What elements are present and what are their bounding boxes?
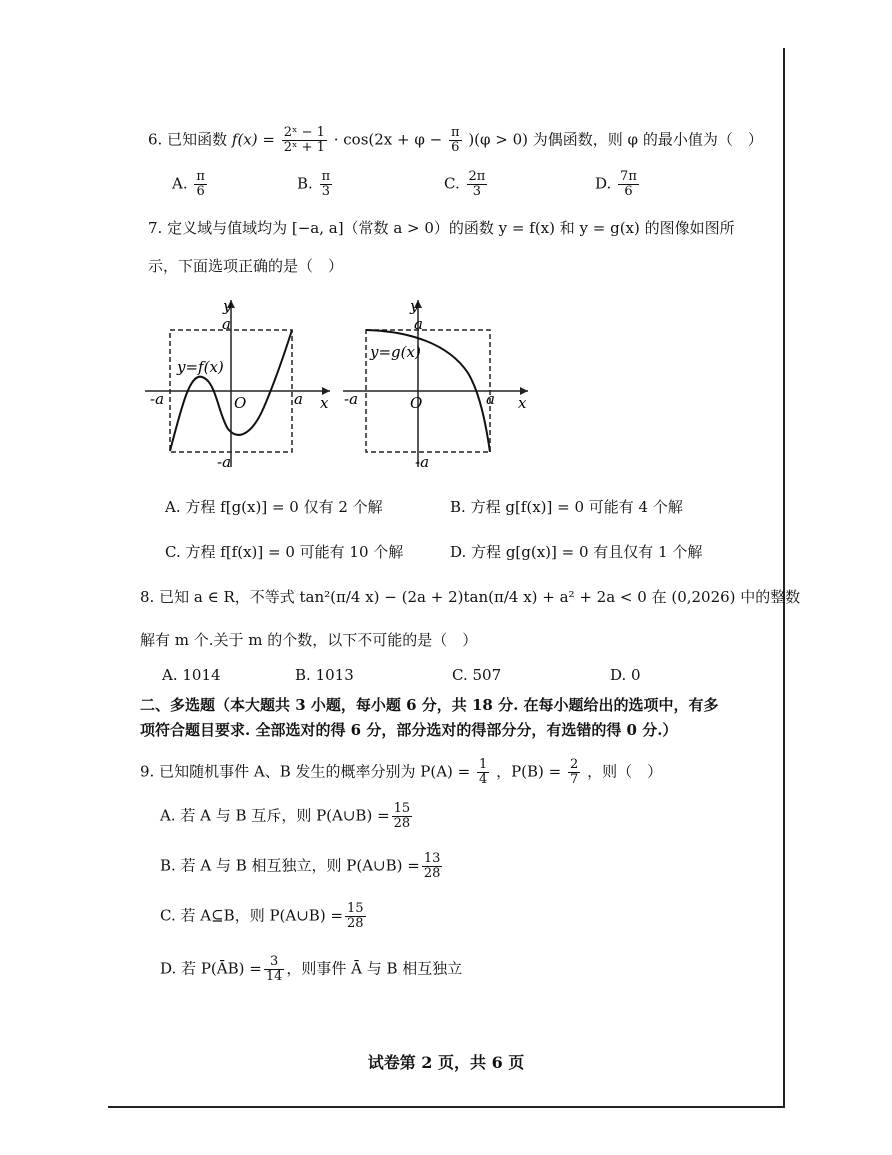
graph-f-a-right: a (294, 390, 303, 408)
q8-option-a[interactable]: A. 1014 (162, 666, 221, 684)
q6-stem (148, 126, 763, 155)
q7-stem-line2: 示，下面选项正确的是（ ） (148, 257, 344, 275)
q8-option-c[interactable]: C. 507 (452, 666, 502, 684)
q6-condition: )(φ > 0) 为偶函数，则 φ 的最小值为（ ） (468, 130, 763, 149)
section2-line2: 项符合题目要求. 全部选对的得 6 分，部分选对的得部分分，有选错的得 0 分.） (140, 721, 678, 739)
graph-g-a-top: a (414, 315, 423, 333)
q9-pa-fraction: $\frac{1}{4}$ (479, 757, 488, 787)
q6-pi-fraction: $\frac{\pi}{6}$ (450, 125, 460, 155)
graph-f-origin: O (234, 394, 247, 412)
graph-g-x-label: x (518, 394, 527, 412)
q8-stem-line2: 解有 m 个.关于 m 的个数，以下不可能的是（ ） (140, 631, 478, 649)
q6-fraction: $\frac{\text{2ˣ − 1}}{\text{2ˣ + 1}}$ (283, 125, 325, 155)
q6-cos: · cos(2x + φ − (333, 130, 443, 149)
graph-g-y-label: y (410, 297, 419, 315)
q7-stem-line1: 7. 定义域与值域均为 [−a, a]（常数 a > 0）的函数 y = f(x) 和 y = g(x) 的图像如图所 (148, 219, 735, 237)
q8-stem-line1: 8. 已知 a ∈ R，不等式 tan²(π/4 x) − (2a + 2)tan(π/4 x) + a² + 2a < 0 在 (0,2026) 中的整数 (140, 588, 801, 606)
graph-g-a-right: a (486, 390, 495, 408)
q8-option-d[interactable]: D. 0 (610, 666, 641, 684)
graph-g-origin: O (410, 394, 423, 412)
graph-f-a-left: -a (150, 390, 165, 408)
q9-option-a[interactable]: A. 若 A 与 B 互斥，则 P(A∪B) = $\frac{15}{28}$ (160, 801, 411, 831)
page-border-bottom (108, 1106, 785, 1108)
graph-g-curve-label: y=g(x) (370, 343, 421, 361)
graph-f-a-top: a (222, 315, 231, 333)
graph-f-y-label: y (223, 297, 232, 315)
page-border-right (783, 48, 785, 1108)
q6-func: f(x) = (231, 130, 275, 149)
q9-option-b[interactable]: B. 若 A 与 B 相互独立，则 P(A∪B) = $\frac{13}{28}$ (160, 851, 441, 881)
q7-option-b[interactable]: B. 方程 g[f(x)] = 0 可能有 4 个解 (450, 498, 683, 516)
q7-option-c[interactable]: C. 方程 f[f(x)] = 0 可能有 10 个解 (165, 543, 404, 561)
graph-g (338, 295, 538, 470)
q9-pb-fraction: $\frac{2}{7}$ (570, 757, 579, 787)
graph-f (140, 295, 340, 470)
q7-option-a[interactable]: A. 方程 f[g(x)] = 0 仅有 2 个解 (165, 498, 383, 516)
graph-f-a-bottom: -a (217, 453, 232, 470)
graph-g-a-left: -a (344, 390, 359, 408)
q6-option-c[interactable]: C. $\frac{2\pi}{3}$ (444, 169, 486, 199)
q8-option-b[interactable]: B. 1013 (295, 666, 354, 684)
q6-number: 6. (148, 130, 163, 149)
q6-option-b[interactable]: B. $\frac{\pi}{3}$ (297, 169, 331, 199)
q6-option-d[interactable]: D. $\frac{7\pi}{6}$ (595, 169, 637, 199)
graph-g-a-bottom: -a (415, 453, 430, 470)
q9-stem: 9. 已知随机事件 A、B 发生的概率分别为 P(A) = $\frac{1}{4}$ ，P(B) = $\frac{2}{7}$ ，则（ ） (140, 757, 663, 787)
q9-option-c[interactable]: C. 若 A⊆B，则 P(A∪B) = $\frac{15}{28}$ (160, 901, 364, 931)
page-footer: 试卷第 2 页，共 6 页 (367, 1053, 525, 1072)
q9-option-d[interactable]: D. 若 P(ĀB) = $\frac{3}{14}$ ，则事件 Ā 与 B 相互独立 (160, 954, 463, 984)
graph-f-x-label: x (320, 394, 329, 412)
q6-option-a[interactable]: A. $\frac{\pi}{6}$ (172, 169, 205, 199)
q6-text: 已知函数 (167, 130, 228, 149)
graph-f-curve-label: y=f(x) (177, 358, 224, 376)
q7-option-d[interactable]: D. 方程 g[g(x)] = 0 有且仅有 1 个解 (450, 543, 703, 561)
section2-line1: 二、多选题（本大题共 3 小题，每小题 6 分，共 18 分. 在每小题给出的选项中，有多 (140, 696, 719, 714)
